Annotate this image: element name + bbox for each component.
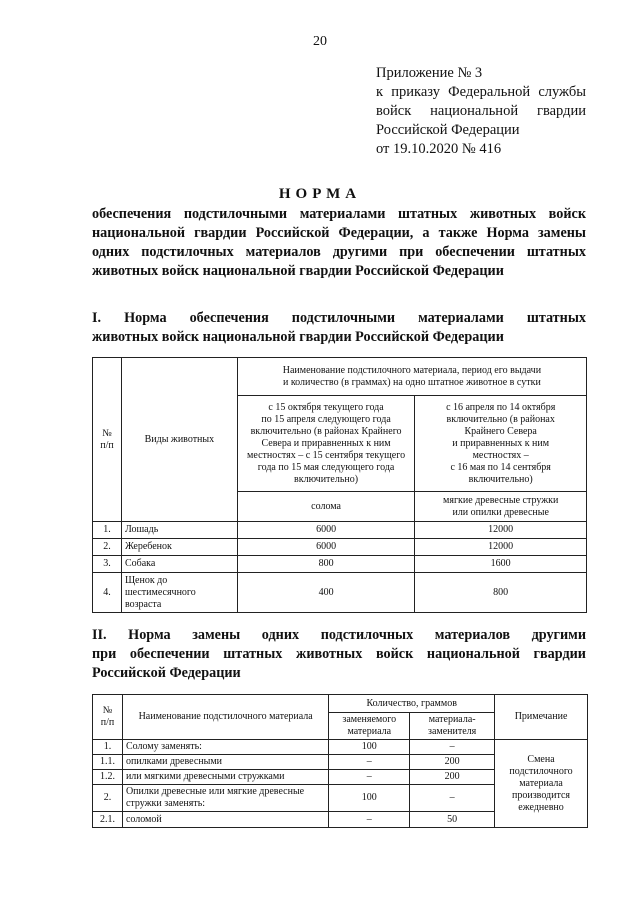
section-2-heading xyxy=(92,626,586,683)
row-value: 12000 xyxy=(415,522,587,539)
row-quantity: 200 xyxy=(410,755,495,770)
table-row xyxy=(93,539,587,556)
row-number: 2.1. xyxy=(93,812,123,828)
row-value: 1600 xyxy=(415,556,587,573)
table-row xyxy=(93,556,587,573)
row-species: Собака xyxy=(121,556,237,573)
section-heading-line: II. Норма замены одних подстилочных материалов другими xyxy=(92,627,586,643)
subtitle-line: национальной гвардии Российской Федерации, а также Норма замены xyxy=(92,225,586,241)
row-value: 400 xyxy=(237,573,415,613)
col-header-number: № п/п xyxy=(93,358,122,522)
row-number: 3. xyxy=(93,556,122,573)
row-quantity: – xyxy=(410,740,495,755)
row-number: 2. xyxy=(93,785,123,812)
row-species: Щенок до шестимесячного возраста xyxy=(121,573,237,613)
col-header-replaced: заменяемого материала xyxy=(329,713,410,740)
row-number: 4. xyxy=(93,573,122,613)
appendix-line: к приказу Федеральной службы xyxy=(376,84,586,100)
table-row xyxy=(93,522,587,539)
col-header-material: Наименование подстилочного материала, период его выдачи и количество (в граммах) на одно штатное животное в сутки xyxy=(237,358,586,396)
row-value: 6000 xyxy=(237,539,415,556)
subtitle-line: одних подстилочных материалов другими при обеспечении штатных xyxy=(92,244,586,260)
row-material: опилками древесными xyxy=(122,755,328,770)
appendix-line: войск национальной гвардии xyxy=(376,103,586,119)
row-quantity: – xyxy=(329,770,410,785)
row-material: Опилки древесные или мягкие древесные стружки заменять: xyxy=(122,785,328,812)
material-straw: солома xyxy=(237,492,415,522)
section-heading-line: Российской Федерации xyxy=(92,665,241,681)
period-winter: с 15 октября текущего года по 15 апреля следующего года включительно (в районах Крайнего Севера и приравненных к ним местностях – с 15 сентября текущего года по 15 мая следующего года включительно) xyxy=(237,396,415,492)
appendix-line: от 19.10.2020 № 416 xyxy=(376,141,502,157)
bedding-norm-table xyxy=(92,357,587,613)
row-number: 1. xyxy=(93,522,122,539)
section-heading-line: животных войск национальной гвардии Российской Федерации xyxy=(92,329,504,345)
appendix-line: Приложение № 3 xyxy=(376,65,483,81)
row-value: 6000 xyxy=(237,522,415,539)
replacement-norm-table xyxy=(92,694,588,828)
period-summer: с 16 апреля по 14 октября включительно (в районах Крайнего Севера и приравненных к ним местностях – с 16 мая по 14 сентября включительно) xyxy=(415,396,587,492)
col-header-quantity: Количество, граммов xyxy=(329,695,495,713)
row-material: или мягкими древесными стружками xyxy=(122,770,328,785)
material-shavings: мягкие древесные стружки или опилки древесные xyxy=(415,492,587,522)
col-header-species: Виды животных xyxy=(121,358,237,522)
row-value: 800 xyxy=(237,556,415,573)
table-row xyxy=(93,573,587,613)
row-material: соломой xyxy=(122,812,328,828)
col-header-number: № п/п xyxy=(93,695,123,740)
document-title: НОРМА xyxy=(278,186,362,202)
note-cell: Смена подстилочного материала производится ежедневно xyxy=(495,740,588,828)
row-quantity: 100 xyxy=(329,740,410,755)
section-heading-line: I. Норма обеспечения подстилочными материалами штатных xyxy=(92,310,586,326)
row-species: Жеребенок xyxy=(121,539,237,556)
row-number: 1. xyxy=(93,740,123,755)
row-value: 800 xyxy=(415,573,587,613)
table-row xyxy=(93,740,588,755)
row-quantity: – xyxy=(329,755,410,770)
appendix-block xyxy=(376,64,586,159)
row-number: 1.1. xyxy=(93,755,123,770)
section-heading-line: при обеспечении штатных животных войск национальной гвардии xyxy=(92,646,586,662)
subtitle-line: обеспечения подстилочными материалами штатных животных войск xyxy=(92,206,586,222)
col-header-note: Примечание xyxy=(495,695,588,740)
appendix-line: Российской Федерации xyxy=(376,122,520,138)
document-subtitle xyxy=(92,205,586,281)
row-quantity: – xyxy=(410,785,495,812)
row-value: 12000 xyxy=(415,539,587,556)
row-quantity: 50 xyxy=(410,812,495,828)
row-quantity: – xyxy=(329,812,410,828)
page-number: 20 xyxy=(313,34,327,49)
row-number: 2. xyxy=(93,539,122,556)
col-header-material-name: Наименование подстилочного материала xyxy=(122,695,328,740)
row-number: 1.2. xyxy=(93,770,123,785)
row-material: Солому заменять: xyxy=(122,740,328,755)
row-quantity: 100 xyxy=(329,785,410,812)
row-quantity: 200 xyxy=(410,770,495,785)
subtitle-line: животных войск национальной гвардии Российской Федерации xyxy=(92,263,504,279)
section-1-heading xyxy=(92,309,586,347)
row-species: Лошадь xyxy=(121,522,237,539)
col-header-replacing: материала- заменителя xyxy=(410,713,495,740)
